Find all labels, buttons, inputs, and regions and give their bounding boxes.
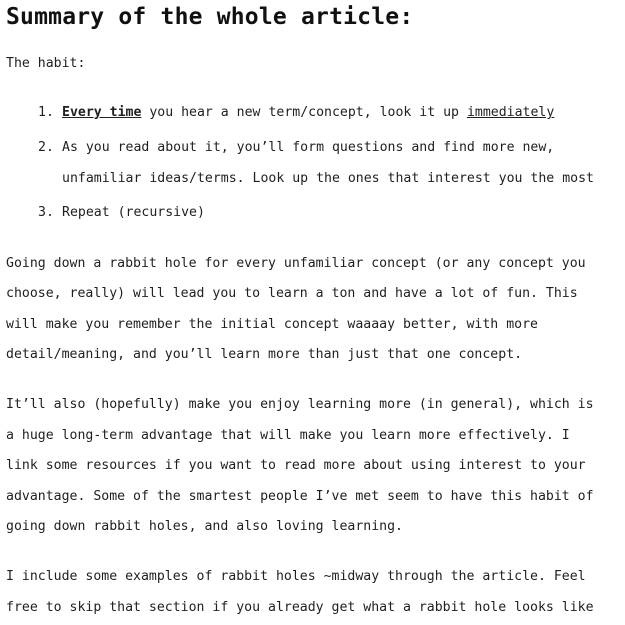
list-item-text-line: unfamiliar ideas/terms. Look up the ones that interest you the most	[62, 171, 594, 186]
list-item-text-line: As you read about it, you’ll form questions and find more new,	[62, 140, 555, 155]
list-item-middle-text: you hear a new term/concept, look it up	[141, 105, 467, 120]
paragraph-line: going down rabbit holes, and also loving learning.	[6, 519, 403, 534]
paragraph-line: free to skip that section if you already get what a rabbit hole looks like	[6, 600, 594, 615]
paragraph-line: choose, really) will lead you to learn a ton and have a lot of fun. This	[6, 286, 578, 301]
article-page	[6, 0, 618, 625]
summary-heading: Summary of the whole article:	[6, 4, 414, 30]
paragraph-line: I include some examples of rabbit holes ~midway through the article. Feel	[6, 569, 586, 584]
list-item-number: 1.	[38, 105, 54, 120]
paragraph-line: will make you remember the initial concept waaaay better, with more	[6, 317, 538, 332]
immediately-emphasis: immediately	[466, 105, 555, 120]
paragraph-line: advantage. Some of the smartest people I’ve met seem to have this habit of	[6, 489, 594, 504]
list-item-number: 2.	[38, 140, 54, 155]
paragraph-line: It’ll also (hopefully) make you enjoy learning more (in general), which is	[6, 397, 594, 412]
every-time-emphasis: Every time	[62, 105, 142, 120]
paragraph-line: Going down a rabbit hole for every unfamiliar concept (or any concept you	[6, 256, 586, 271]
paragraph-line: link some resources if you want to read more about using interest to your	[6, 458, 586, 473]
list-item-text: Repeat (recursive)	[62, 205, 205, 220]
list-item-text	[62, 105, 554, 121]
paragraph-line: a huge long-term advantage that will make you learn more effectively. I	[6, 428, 570, 443]
paragraph-line: detail/meaning, and you’ll learn more than just that one concept.	[6, 347, 523, 362]
list-item-number: 3.	[38, 205, 54, 220]
intro-text: The habit:	[6, 56, 86, 71]
